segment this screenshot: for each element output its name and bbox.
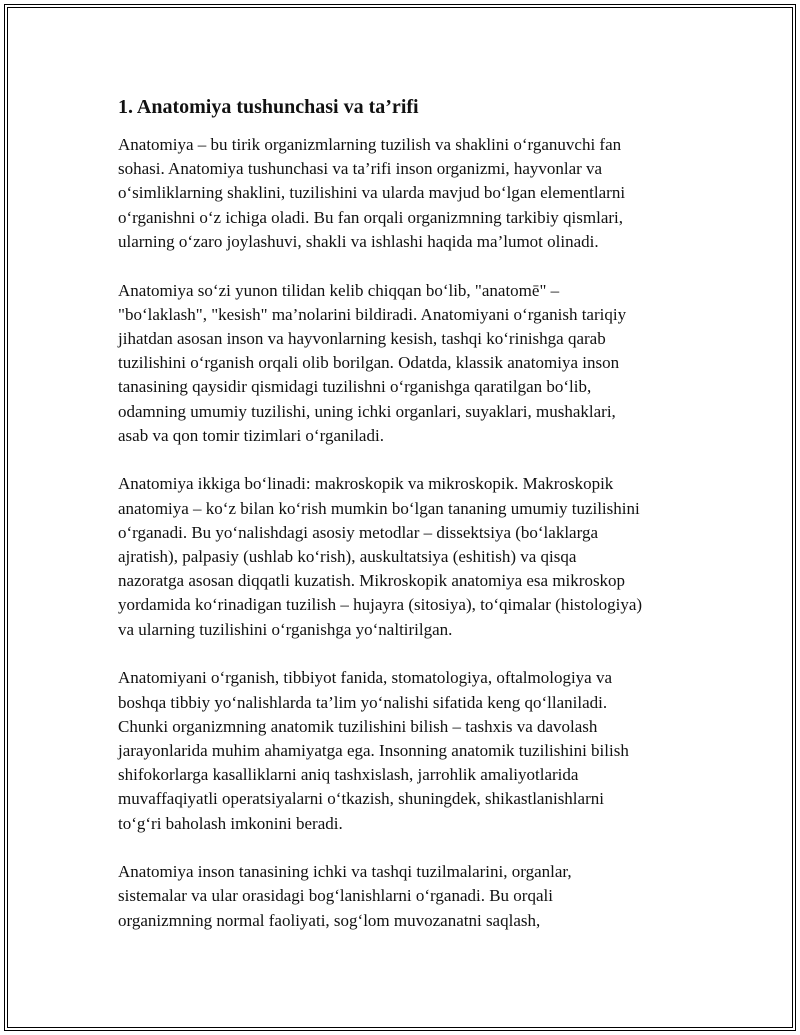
text-line: tuzilishini oʻrganish orqali olib borilgan. Odatda, klassik anatomiya inson — [118, 353, 620, 373]
text-line: muvaffaqiyatli operatsiyalarni oʻtkazish, shuningdek, shikastlanishlarni — [118, 789, 604, 809]
text-line: organizmning normal faoliyati, sogʻlom muvozanatni saqlash, — [118, 910, 541, 930]
text-line: sistemalar va ular orasidagi bogʻlanishlarni oʻrganadi. Bu orqali — [118, 886, 553, 906]
text-line: oʻsimliklarning shaklini, tuzilishini va ularda mavjud boʻlgan elementlarni — [118, 183, 626, 203]
paragraph — [118, 133, 698, 254]
paragraph — [118, 279, 698, 448]
text-line: sohasi. Anatomiya tushunchasi va ta’rifi inson organizmi, hayvonlar va — [118, 159, 603, 179]
text-line: yordamida koʻrinadigan tuzilish – hujayra (sitosiya), toʻqimalar (histologiya) — [118, 595, 643, 615]
document-body — [118, 93, 698, 957]
text-line: "boʻlaklash", "kesish" ma’nolarini bildiradi. Anatomiyani oʻrganish tariqiy — [118, 304, 627, 324]
text-line: anatomiya – koʻz bilan koʻrish mumkin boʻlgan tananing umumiy tuzilishini — [118, 498, 640, 518]
text-line: asab va qon tomir tizimlari oʻrganiladi. — [118, 425, 384, 445]
paragraph — [118, 472, 698, 641]
text-line: va ularning tuzilishini oʻrganishga yoʻnaltirilgan. — [118, 619, 453, 639]
text-line: tanasining qaysidir qismidagi tuzilishni oʻrganishga qaratilgan boʻlib, — [118, 377, 592, 397]
paragraph — [118, 666, 698, 835]
text-line: oʻrganishni oʻz ichiga oladi. Bu fan orqali organizmning tarkibiy qismlari, — [118, 207, 624, 227]
text-line: odamning umumiy tuzilishi, uning ichki organlari, suyaklari, mushaklari, — [118, 401, 616, 421]
text-line: Anatomiyani oʻrganish, tibbiyot fanida, stomatologiya, oftalmologiya va — [118, 668, 613, 688]
text-line: Anatomiya inson tanasining ichki va tashqi tuzilmalarini, organlar, — [118, 862, 572, 882]
text-line: nazoratga asosan diqqatli kuzatish. Mikroskopik anatomiya esa mikroskop — [118, 571, 626, 591]
text-line: Chunki organizmning anatomik tuzilishini bilish – tashxis va davolash — [118, 716, 598, 736]
text-line: oʻrganadi. Bu yoʻnalishdagi asosiy metodlar – dissektsiya (boʻlaklarga — [118, 522, 598, 542]
text-line: shifokorlarga kasalliklarni aniq tashxislash, jarrohlik amaliyotlarida — [118, 765, 579, 785]
text-line: jarayonlarida muhim ahamiyatga ega. Insonning anatomik tuzilishini bilish — [118, 740, 629, 760]
text-line: Anatomiya ikkiga boʻlinadi: makroskopik va mikroskopik. Makroskopik — [118, 474, 614, 494]
section-title: 1. Anatomiya tushunchasi va ta’rifi — [118, 96, 419, 118]
text-line: Anatomiya – bu tirik organizmlarning tuzilish va shaklini oʻrganuvchi fan — [118, 135, 622, 154]
text-line: ajratish), palpasiy (ushlab koʻrish), auskultatsiya (eshitish) va qisqa — [118, 547, 577, 567]
text-line: Anatomiya soʻzi yunon tilidan kelib chiqqan boʻlib, "anatomē" – — [118, 280, 560, 300]
text-line: ularning oʻzaro joylashuvi, shakli va ishlashi haqida ma’lumot olinadi. — [118, 231, 599, 251]
text-line: toʻgʻri baholash imkonini beradi. — [118, 813, 343, 833]
text-line: jihatdan asosan inson va hayvonlarning kesish, tashqi koʻrinishga qarab — [118, 328, 606, 348]
text-line: boshqa tibbiy yoʻnalishlarda ta’lim yoʻnalishi sifatida keng qoʻllaniladi. — [118, 692, 608, 712]
paragraph — [118, 860, 698, 933]
